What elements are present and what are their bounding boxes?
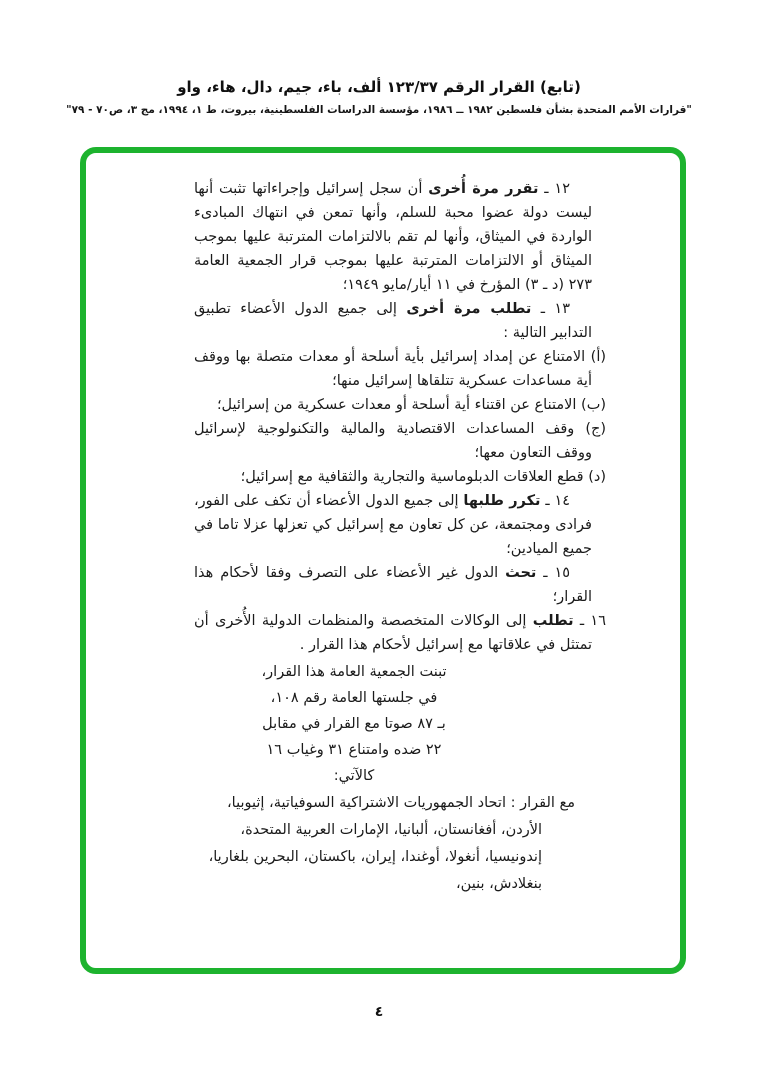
item-number: ١٥ ـ	[536, 565, 571, 581]
adoption-line: بـ ٨٧ صوتا مع القرار في مقابل	[262, 716, 446, 732]
adoption-line: ٢٢ ضده وامتناع ٣١ وغياب ١٦	[266, 742, 442, 758]
source-citation: "قرارات الأمم المتحدة بشأن فلسطين ١٩٨٢ ــ ١٩٨٦، مؤسسة الدراسات الفلسطينية، بيروت، ط ١، ١٩٩٤، مج ٣، ص٧٠ - ٧٩"	[66, 104, 692, 116]
paragraph-16	[194, 609, 606, 657]
item-text: إلى جميع الدول الأعضاء أن تكف على الفور، فرادى ومجتمعة، عن كل تعاون مع إسرائيل كي تعزلها عزلا تاما في جميع الميادين؛	[194, 493, 592, 557]
adoption-line: كالآتي:	[333, 768, 375, 784]
item-text: أن سجل إسرائيل وإجراءاتها تثبت أنها ليست دولة عضوا محبة للسلم، وأنها تمعن في انتهاك المبادىء الواردة في الميثاق، وأنها لم تقم بالالتزامات المترتبة عليها بموجب الميثاق أو الالتزامات المترتبة عليها بموجب قرار الجمعية العامة ٢٧٣ (د ـ ٣) المؤرخ في ١١ أيار/مايو ١٩٤٩؛	[194, 181, 592, 293]
item-number: ١٤ ـ	[540, 493, 571, 509]
adoption-line: في جلستها العامة رقم ١٠٨،	[270, 690, 438, 706]
item-lead: تحث	[505, 565, 537, 581]
votes-label: مع القرار :	[505, 795, 575, 811]
subitem-label: (ج)	[585, 421, 606, 437]
item-number: ١٦ ـ	[573, 613, 606, 629]
paragraph-13	[194, 297, 592, 345]
adoption-line: تبنت الجمعية العامة هذا القرار،	[261, 664, 447, 680]
subitem-c	[194, 417, 606, 465]
highlight-box	[80, 147, 686, 974]
paragraph-14	[194, 489, 592, 561]
subitem-label: (ب)	[581, 397, 606, 413]
subitem-text: قطع العلاقات الدبلوماسية والتجارية والثقافية مع إسرائيل؛	[240, 469, 589, 485]
paragraph-12	[194, 177, 592, 297]
item-lead: تطلب مرة أخرى	[406, 301, 532, 317]
item-text: إلى جميع الدول الأعضاء تطبيق التدابير التالية :	[194, 301, 592, 341]
subitem-text: الامتناع عن إمداد إسرائيل بأية أسلحة أو معدات متصلة بها ووقف أية مساعدات عسكرية تتلقاها إسرائيل منها؛	[194, 349, 592, 389]
item-number: ١٣ ـ	[531, 301, 570, 317]
votes-countries: اتحاد الجمهوريات الاشتراكية السوفياتية، إثيوبيا، الأردن، أفغانستان، ألبانيا، الإمارات العربية المتحدة، إندونيسيا، أنغولا، أوغندا، إيران، باكستان، البحرين بلغاريا، بنغلادش، بنين،	[208, 795, 542, 892]
item-text: الدول غير الأعضاء على التصرف وفقا لأحكام هذا القرار؛	[194, 565, 592, 605]
resolution-title: (تابع) القرار الرقم ١٢٣/٣٧ ألف، باء، جيم، دال، هاء، واو	[177, 78, 581, 96]
subitem-label: (أ)	[590, 349, 606, 365]
resolution-text	[194, 177, 606, 898]
paragraph-15	[194, 561, 592, 609]
subitem-text: الامتناع عن اقتناء أية أسلحة أو معدات عسكرية من إسرائيل؛	[216, 397, 582, 413]
subitem-d	[194, 465, 606, 489]
item-lead: تكرر طلبها	[463, 493, 541, 509]
subitem-label: (د)	[588, 469, 606, 485]
item-lead: تطلب	[532, 613, 574, 629]
subitem-b	[194, 393, 606, 417]
adoption-note	[204, 659, 504, 789]
item-number: ١٢ ـ	[538, 181, 570, 197]
votes-for-list	[194, 790, 592, 898]
subitem-text: وقف المساعدات الاقتصادية والمالية والتكنولوجية لإسرائيل ووقف التعاون معها؛	[194, 421, 592, 461]
page-number: ٤	[374, 1004, 384, 1020]
page-header	[0, 78, 758, 116]
subitem-a	[194, 345, 606, 393]
item-text: إلى الوكالات المتخصصة والمنظمات الدولية الأُخرى أن تمتثل في علاقاتها مع إسرائيل لأحكام هذا القرار .	[194, 613, 592, 653]
item-lead: تقرر مرة أُخرى	[428, 181, 539, 197]
